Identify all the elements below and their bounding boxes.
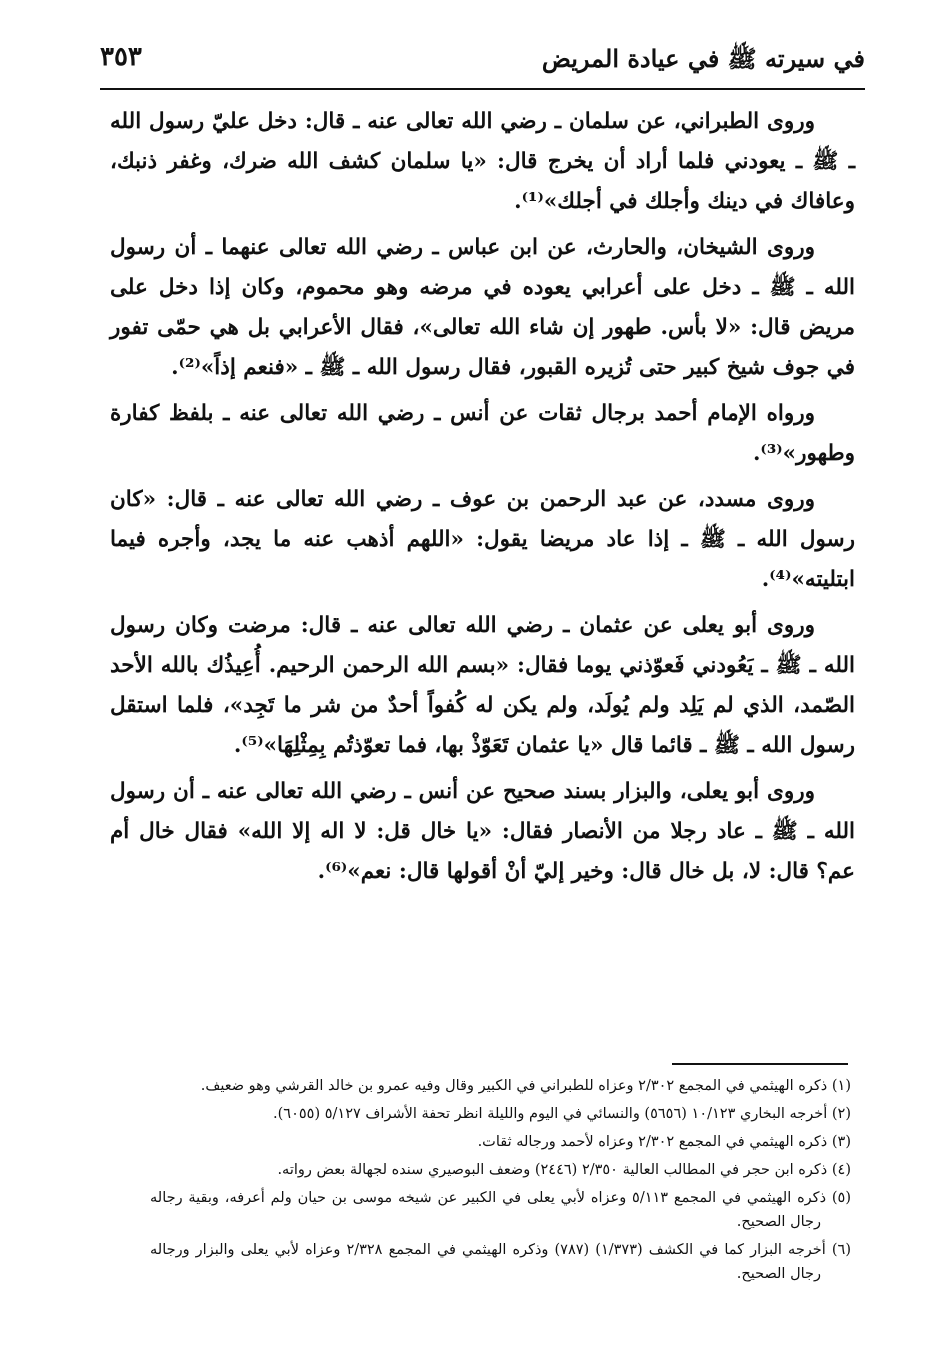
footnote-2: (٢) أخرجه البخاري ١٠/١٢٣ (٥٦٥٦) والنسائي في اليوم والليلة انظر تحفة الأشراف ٥/١٢٧ (٦٠٥٥).	[273, 1106, 851, 1122]
header-title: في سيرته ﷺ في عيادة المريض	[541, 44, 865, 73]
footnote-3: (٣) ذكره الهيثمي في المجمع ٢/٣٠٢ وعزاه لأحمد ورجاله ثقات.	[477, 1134, 851, 1150]
footnote-1: (١) ذكره الهيثمي في المجمع ٢/٣٠٢ وعزاه للطبراني في الكبير وقال وفيه عمرو بن خالد القرشي وهو ضعيف.	[200, 1078, 851, 1094]
running-header	[100, 36, 865, 90]
paragraph-6: وروى أبو يعلى، والبزار بسند صحيح عن أنس ـ رضي الله تعالى عنه ـ أن رسول الله ـ ﷺ ـ عاد رجلا من الأنصار فقال: «يا خال قل: لا اله إلا الله» فقال خال أم عم؟ قال: لا، بل خال قال: وخير إليّ أنْ أقولها قال: نعم»⁽⁶⁾.	[110, 779, 855, 884]
paragraph-2: وروى الشيخان، والحارث، عن ابن عباس ـ رضي الله تعالى عنهما ـ أن رسول الله ـ ﷺ ـ دخل على أعرابي يعوده في مرضه وهو محموم، وكان إذا دخل على مريض قال: «لا بأس. طهور إن شاء الله تعالى»، فقال الأعرابي بل هي حمّى تفور في جوف شيخ كبير حتى تُزيره القبور، فقال رسول الله ـ ﷺ ـ «فنعم إذاً»⁽²⁾.	[110, 235, 855, 380]
footnote-5: (٥) ذكره الهيثمي في المجمع ٥/١١٣ وعزاه لأبي يعلى في الكبير عن شيخه موسى بن حيان ولم أعرفه، وبقية رجاله رجال الصحيح.	[150, 1190, 851, 1230]
page-number: ٣٥٣	[100, 42, 142, 72]
paragraph-4: وروى مسدد، عن عبد الرحمن بن عوف ـ رضي الله تعالى عنه ـ قال: «كان رسول الله ـ ﷺ ـ إذا عاد مريضا يقول: «اللهم أذهب عنه ما يجد، وأجره فيما ابتليته»⁽⁴⁾.	[110, 487, 855, 592]
main-text	[110, 102, 855, 898]
paragraph-3: ورواه الإمام أحمد برجال ثقات عن أنس ـ رضي الله تعالى عنه ـ بلفظ كفارة وطهور»⁽³⁾.	[110, 401, 855, 466]
footnote-4: (٤) ذكره ابن حجر في المطالب العالية ٢/٣٥٠ (٢٤٤٦) وضعف البوصيري سنده لجهالة بعض رواته.	[277, 1162, 851, 1178]
footnotes	[150, 1074, 851, 1290]
paragraph-5: وروى أبو يعلى عن عثمان ـ رضي الله تعالى عنه ـ قال: مرضت وكان رسول الله ـ ﷺ ـ يَعُودني فَعوّذني يوما فقال: «بسم الله الرحمن الرحيم. أُعِيذُك بالله الأحد الصّمد، الذي لم يَلِد ولم يُولَد، ولم يكن له كُفواً أحدٌ من شر ما تَجِد»، فلما استقل رسول الله ـ ﷺ ـ قائما قال «يا عثمان تَعَوّذْ بها، فما تعوّذتُم بِمِثْلِهَا»⁽⁵⁾.	[110, 613, 855, 758]
footnote-6: (٦) أخرجه البزار كما في الكشف (١/٣٧٣) (٧٨٧) وذكره الهيثمي في المجمع ٢/٣٢٨ وعزاه لأبي يعلى والبزار ورجاله رجال الصحيح.	[150, 1242, 851, 1282]
footnote-divider	[672, 1063, 848, 1065]
paragraph-1: وروى الطبراني، عن سلمان ـ رضي الله تعالى عنه ـ قال: دخل عليّ رسول الله ـ ﷺ ـ يعودني فلما أراد أن يخرج قال: «يا سلمان كشف الله ضرك، وغفر ذنبك، وعافاك في دينك وأجلك في أجلك»⁽¹⁾.	[110, 109, 855, 214]
